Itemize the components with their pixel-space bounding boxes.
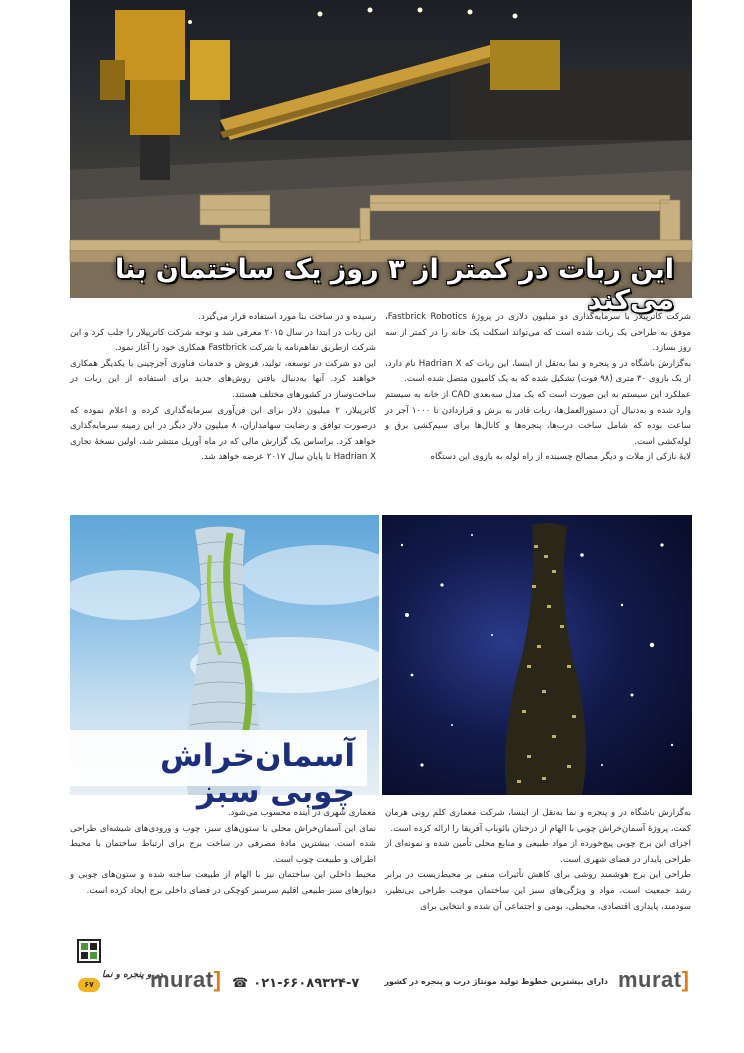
- article2-title-box: [70, 730, 367, 810]
- tower-night-illustration: [382, 515, 692, 795]
- tower-night-photo: [382, 515, 692, 795]
- page-number-badge: ۶۷: [78, 978, 100, 992]
- paragraph: محیط داخلی این ساختمان نیز با الهام از طبیعت ساخته شده و ستون‌های چوبی و دیوارهای سبز طبیعی اقلیم سرسبز کوچکی در فضای داخلی برج ایجاد کرده است.: [70, 870, 376, 896]
- paragraph: به‌گزارش باشگاه در و پنجره و نما به‌نقل از اینسا، این ربات که Hadrian X نام دارد، از یک بازوی ۳۰ متری (۹۸ فوت) تشکیل شده که به یک کامیون متصل شده است.: [385, 358, 692, 385]
- paragraph: رسیده و در ساخت بنا مورد استفاده قرار می‌گیرد.: [198, 312, 376, 322]
- page-footer: [70, 960, 692, 1010]
- paragraph: شرکت کاترپیلار با سرمایه‌گذاری دو میلیون دلاری در پروژهٔ Fastbrick Robotics، موفق به طراحی یک ربات شده است که می‌تواند اسکلت یک خانه را در کمتر از سه روز بسازد.: [385, 312, 691, 354]
- phone-number: ۰۲۱-۶۶۰۸۹۳۲۴-۷: [253, 976, 360, 991]
- brand-mark-icon: ]: [681, 967, 690, 992]
- paragraph: لایهٔ نازکی از ملات و دیگر مصالح چسبنده از راه لوله به بازوی این دستگاه: [430, 452, 691, 463]
- paragraph: نمای این آسمان‌خراش محلی با ستون‌های سبز، چوب و ورودی‌های شیشه‌ای طراحی شده است. بیشترین مادهٔ مصرفی در ساخت برج برای ارتباط ساختمان با محیط اطراف و طبیعت چوب است.: [70, 823, 376, 865]
- window-logo-icon: [76, 938, 102, 966]
- paragraph: معماری شهری در آینده محسوب می‌شود.: [227, 808, 376, 818]
- company-slogan: دارای بیشترین خطوط تولید مونتاژ درب و پنجره در کشور: [384, 977, 608, 986]
- hero-title: این ربات در کمتر از ۳ روز یک ساختمان بنا می‌کند: [115, 254, 674, 316]
- brand-logo-left: [150, 967, 221, 993]
- article1-left-column: [70, 310, 376, 466]
- brand-name: murat: [150, 967, 214, 992]
- paragraph: عملکرد این سیستم به این صورت است که یک مدل سه‌بعدی CAD از خانه به سیستم وارد شده و به‌دنبال آن دستورالعمل‌ها، ربات قادر به برش و قراردادن تا ۱۰۰۰ آجر در ساعت بوده که شامل ساخت درب‌ها، پنجره‌ها و کانال‌ها برای سیم‌کشی برق و لوله‌کشی است.: [385, 389, 691, 447]
- magazine-logo: [76, 938, 102, 966]
- paragraph: این دو شرکت در توسعه، تولید، فروش و خدمات فناوری آجرچینی با یکدیگر همکاری خواهند کرد. آنها به‌دنبال یافتن روش‌های جدید برای استفاده از این ربات در ساخت‌وساز در کشورهای مختلف هستند.: [70, 358, 376, 400]
- paragraph: کاترپیلار، ۲ میلیون دلار برای این فن‌آوری سرمایه‌گذاری کرده و اعلام نموده که درصورت توافق و رضایت سهامداران، ۸ میلیون دلار دیگر در این زمینه سرمایه‌گذاری خواهد کرد. براساس یک گزارش مالی که در ماه آوریل منتشر شد، اولین نسخهٔ تجاری Hadrian X تا پایان سال ۲۰۱۷ عرضه خواهد شد.: [70, 405, 377, 463]
- brand-name: murat: [618, 967, 682, 992]
- hero-photo: [70, 0, 692, 316]
- paragraph: به‌گزارش باشگاه در و پنجره و نما به‌نقل از اینسا، شرکت معماری کلم رونی هرمان کمت، پروژهٔ آسمان‌خراش چوبی با الهام از درختان بائوباب آفریقا را ارائه کرده است.: [385, 808, 691, 834]
- magazine-name: در و پنجره و نما: [102, 970, 163, 980]
- phone-icon: ☎: [232, 976, 249, 991]
- brand-mark-icon: ]: [213, 967, 222, 992]
- article2-left-column: [70, 806, 376, 900]
- paragraph: اجزای این برج چوبی پیچ‌خورده از مواد طبیعی و منابع محلی تأمین شده و نمونه‌ای از طراحی پایدار در فضای شهری است.: [385, 839, 691, 865]
- article1-right-column: [385, 310, 691, 466]
- phone-block: [232, 972, 359, 991]
- paragraph: طراحی این برج هوشمند روشی برای کاهش تأثیرات منفی بر محیط‌زیست در برابر رشد جمعیت است، مواد و ویژگی‌های سبز این ساختمان موجب طراحی بی‌نظیر، سودمند، پایداری اقتصادی، محیطی، بومی و اجتماعی آن شده و انتخابی برای: [385, 870, 691, 912]
- article2-right-column: [385, 806, 691, 915]
- paragraph: این ربات در ابتدا در سال ۲۰۱۵ معرفی شد و توجه شرکت کاترپیلار را جلب کرد و این شرکت ازطریق تفاهم‌نامه با شرکت Fastbrick همکاری خود را آغاز نمود.: [70, 327, 377, 354]
- article2-title: آسمان‌خراش چوبی سبز: [159, 738, 355, 810]
- brand-logo-right: [618, 967, 689, 993]
